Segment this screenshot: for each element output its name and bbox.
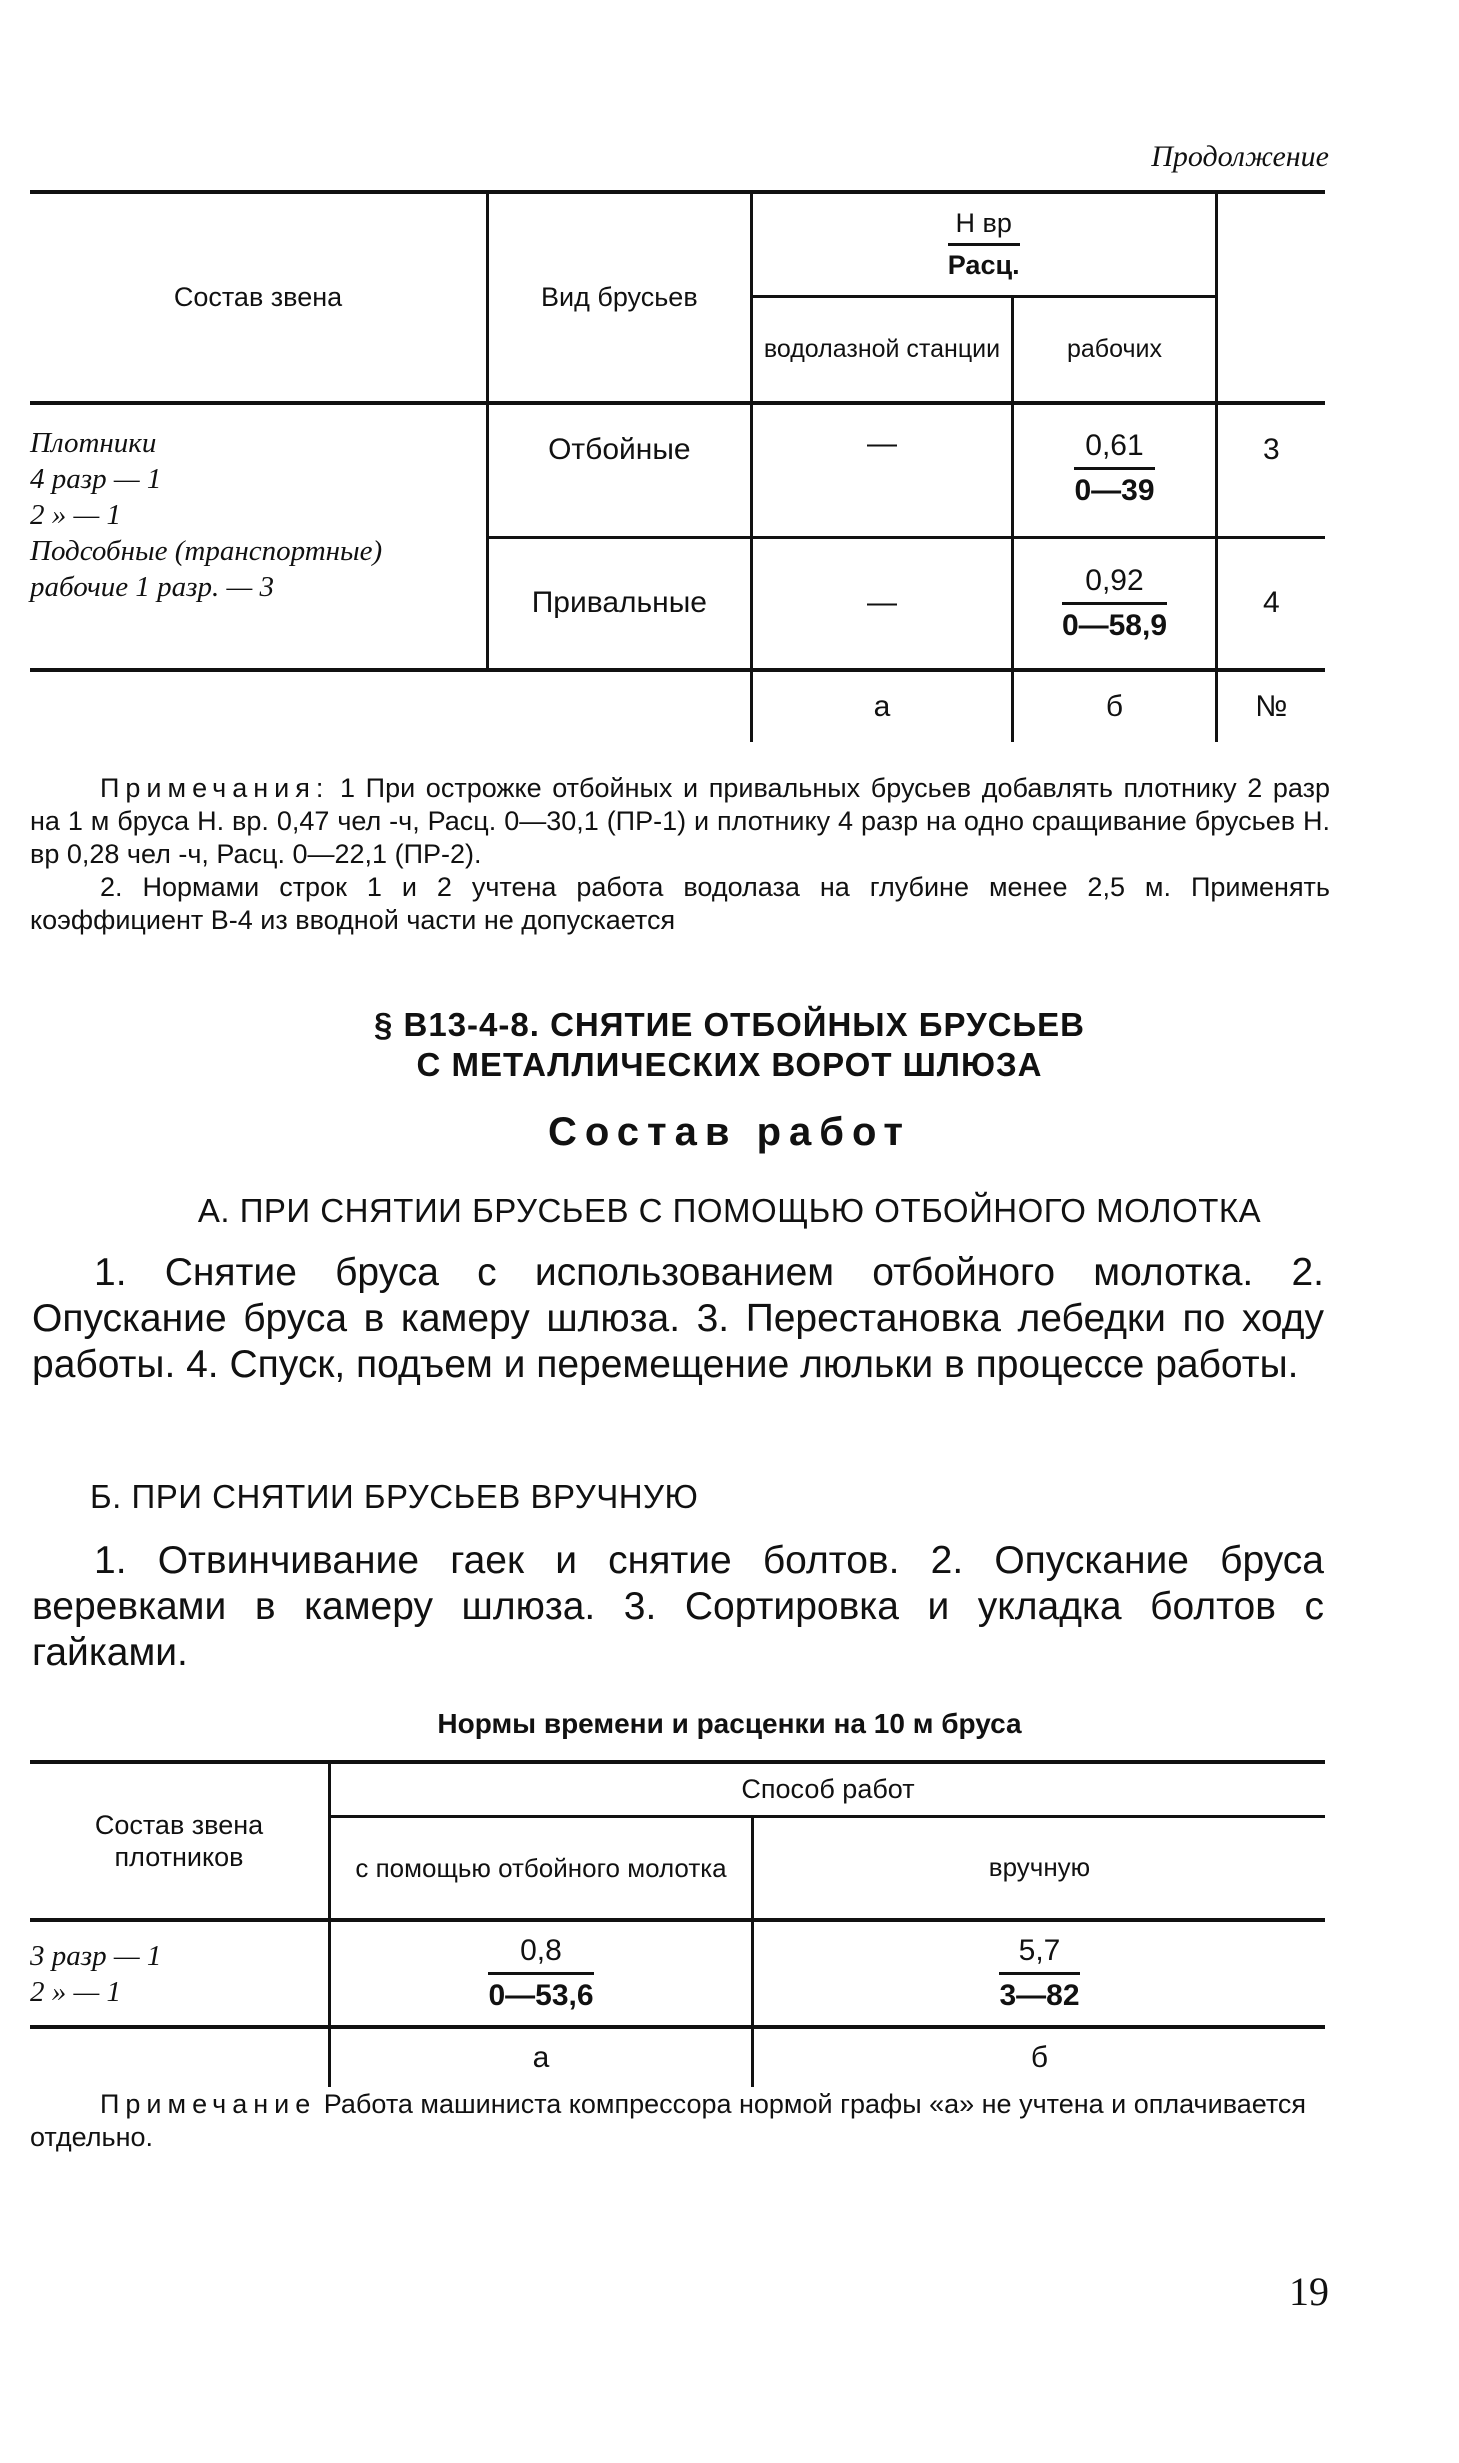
page-number: 19 [1289, 2269, 1329, 2314]
composition-heading: Состав работ [548, 1110, 911, 1154]
crew-line: рабочие 1 разр. — 3 [30, 571, 275, 603]
table2-caption: Нормы времени и расценки на 10 м бруса [437, 1708, 1022, 1739]
t2-header-method: Способ работ [330, 1762, 1326, 1816]
crew-line: 2 » — 1 [30, 1976, 122, 2008]
note2-label: Примечание [100, 2089, 317, 2119]
row1-diver: — [751, 403, 1013, 537]
paragraph-b: 1. Отвинчивание гаек и снятие болтов. 2. Опускание бруса веревками в камеру шлюза. 3. Сортировка и укладка болтов с гайками. [32, 1539, 1324, 1674]
footer-a: а [751, 670, 1013, 742]
note-2: 2. Нормами строк 1 и 2 учтена работа водолаза на глубине менее 2,5 м. Применять коэффициент В-4 из вводной части не допускается [30, 872, 1330, 935]
t2-crew-cell [30, 1920, 330, 2027]
subheading-b: Б. ПРИ СНЯТИИ БРУСЬЕВ ВРУЧНУЮ [90, 1478, 699, 1515]
continuation-label: Продолжение [1151, 140, 1329, 173]
crew-cell [30, 403, 488, 670]
row1-number: 3 [1216, 403, 1325, 537]
subheading-a: А. ПРИ СНЯТИИ БРУСЬЕВ С ПОМОЩЬЮ ОТБОЙНОГО МОЛОТКА [197, 1192, 1262, 1229]
header-number [1216, 192, 1325, 403]
section-title: § В13-4-8. СНЯТИЕ ОТБОЙНЫХ БРУСЬЕВ С МЕТАЛЛИЧЕСКИХ ВОРОТ ШЛЮЗА [374, 1006, 1085, 1083]
t2-footer-b: б [753, 2027, 1326, 2087]
norms-table-1 [30, 190, 1325, 742]
crew-line: 4 разр — 1 [30, 463, 162, 495]
row1-norm: $\frac{0,61}{0—39}$ [1013, 403, 1216, 537]
row1-type: Отбойные [488, 403, 752, 537]
header-workers: рабочих [1013, 296, 1216, 403]
note2-text: Работа машиниста компрессора нормой графы «а» не учтена и оплачивается отдельно. [30, 2089, 1307, 2152]
row2-norm: $\frac{0,92}{0—58,9}$ [1013, 537, 1216, 670]
footer-b: б [1013, 670, 1216, 742]
header-diver: водолазной станции [751, 296, 1013, 403]
t2-header-hammer: с помощью отбойного молотка [330, 1816, 753, 1920]
row2-number: 4 [1216, 537, 1325, 670]
t2-header-crew: Состав звена плотников [30, 1762, 330, 1920]
t2-footer-a: а [330, 2027, 753, 2087]
crew-line: Подсобные (транспортные) [30, 535, 383, 567]
row2-type: Привальные [488, 537, 752, 670]
header-crew: Состав звена [30, 192, 488, 403]
row2-diver: — [751, 537, 1013, 670]
t2-hammer-value: $\frac{0,8}{0—53,6}$ [330, 1920, 753, 2027]
table1-notes [30, 772, 1330, 937]
paragraph-a: 1. Снятие бруса с использованием отбойного молотка. 2. Опускание бруса в камеру шлюза. 3. Перестановка лебедки по ходу работы. 4. Спуск, подъем и перемещение люльки в процессе работы. [32, 1251, 1324, 1386]
notes-label: Примечания: [100, 773, 330, 803]
crew-line: 3 разр — 1 [30, 1940, 162, 1972]
footer-number: № [1216, 670, 1325, 742]
t2-manual-value: $\frac{5,7}{3—82}$ [753, 1920, 1326, 2027]
header-norm: $\frac{\text{Н вр}}{\text{Расц.}}$ [751, 192, 1216, 296]
header-type: Вид брусьев [488, 192, 752, 403]
note-1: 1 При острожке отбойных и привальных брусьев добавлять плотнику 2 разр на 1 м бруса Н. вр. 0,47 чел -ч, Расц. 0—30,1 (ПР-1) и плотнику 4 разр на одно сращивание брусьев Н. вр 0,28 чел -ч, Расц. 0—22,1 (ПР-2). [30, 773, 1330, 869]
table2-note [30, 2088, 1330, 2154]
crew-line: Плотники [30, 427, 157, 459]
crew-line: 2 » — 1 [30, 499, 122, 531]
t2-header-manual: вручную [753, 1816, 1326, 1920]
norms-table-2 [30, 1760, 1325, 2087]
